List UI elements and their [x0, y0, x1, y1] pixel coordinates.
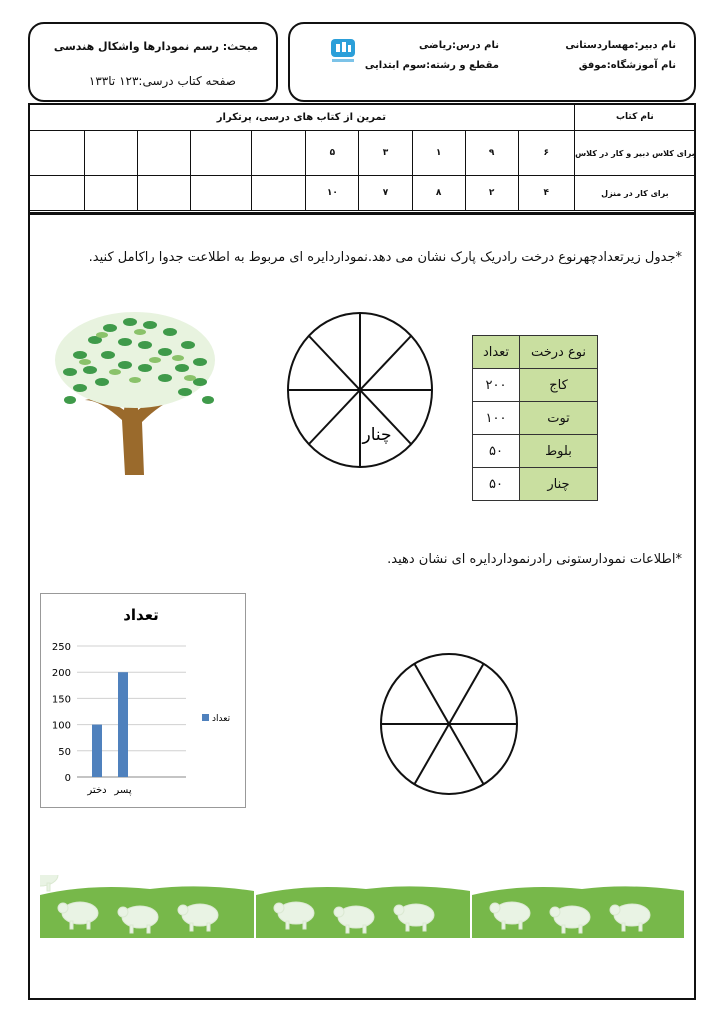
table-row: [473, 402, 598, 435]
class-cell: ۹: [465, 131, 518, 176]
home-cell: ۴: [518, 176, 574, 211]
grass-border: [40, 875, 684, 940]
bar: [118, 672, 128, 777]
pie-circle-1: [285, 310, 435, 470]
home-row-label: برای کار در منزل: [574, 176, 695, 211]
book-table: [28, 103, 696, 211]
topic-box: [28, 22, 278, 102]
tree-count: ۵۰: [473, 468, 520, 501]
y-tick-label: 150: [51, 694, 71, 706]
tree-name: چنار: [520, 468, 598, 501]
home-cell: [29, 176, 85, 211]
class-cell: ۳: [359, 131, 412, 176]
tree-table: [472, 335, 598, 501]
grade-name: مقطع و رشته:سوم ابتدایی: [364, 60, 499, 71]
class-cell: [138, 131, 191, 176]
tree-name: کاج: [520, 369, 598, 402]
school-name: نام آموزشگاه:موفق: [578, 60, 676, 71]
topic-label: مبحث: رسم نمودارها واشکال هندسی: [53, 40, 258, 53]
section-divider: [28, 212, 696, 215]
class-row-label: برای کلاس دبیر و کار در کلاس: [574, 131, 695, 176]
x-tick-label: پسر: [114, 785, 132, 796]
table-row: [473, 435, 598, 468]
bar-chart-frame: [40, 593, 246, 808]
legend-label: تعداد: [212, 714, 231, 724]
book-description: تمرین از کتاب های درسی، پرتکرار: [29, 104, 575, 131]
home-cell: ۸: [412, 176, 465, 211]
home-cell: ۱۰: [306, 176, 359, 211]
legend-swatch: [202, 714, 209, 721]
pie-circle-2: [378, 652, 520, 797]
y-tick-label: 250: [51, 642, 71, 653]
home-cell: ۷: [359, 176, 412, 211]
chart-title: تعداد: [123, 606, 159, 624]
home-cell: [191, 176, 252, 211]
school-logo: [328, 36, 358, 66]
teacher-name: نام دبیر:مهساردستانی: [565, 40, 676, 51]
tree-table-header-count: تعداد: [473, 336, 520, 369]
bar: [92, 725, 102, 777]
tree-illustration: [40, 300, 230, 480]
class-cell: ۶: [518, 131, 574, 176]
info-box: [288, 22, 696, 102]
lesson-name: نام درس:ریاضی: [418, 40, 499, 51]
y-tick-label: 50: [58, 746, 71, 758]
question-1: *جدول زیرتعدادچهرنوع درخت رادریک پارک نشان می دهد.نموداردایره ای مربوط به اطلاعت جدوا راکامل کنید.: [88, 250, 682, 265]
class-cell: [85, 131, 138, 176]
tree-name: توت: [520, 402, 598, 435]
tree-table-header-type: نوع درخت: [520, 336, 598, 369]
tree-count: ۵۰: [473, 435, 520, 468]
question-2: *اطلاعات نمودارستونی رادرنموداردایره ای نشان دهید.: [387, 552, 682, 567]
class-cell: [191, 131, 252, 176]
home-cell: ۲: [465, 176, 518, 211]
pie1-sector-label: چنار: [362, 425, 392, 445]
class-cell: ۵: [306, 131, 359, 176]
home-cell: [252, 176, 306, 211]
tree-count: ۲۰۰: [473, 369, 520, 402]
y-tick-label: 0: [64, 773, 71, 784]
class-cell: [29, 131, 85, 176]
book-name-label: نام کتاب: [574, 104, 695, 131]
y-tick-label: 200: [51, 668, 71, 680]
bar-chart: [41, 594, 245, 807]
home-cell: [138, 176, 191, 211]
tree-name: بلوط: [520, 435, 598, 468]
tree-count: ۱۰۰: [473, 402, 520, 435]
table-row: [473, 369, 598, 402]
page-reference: صفحه کتاب درسی:۱۲۳ تا۱۳۳: [88, 74, 236, 88]
home-cell: [85, 176, 138, 211]
class-cell: [252, 131, 306, 176]
y-tick-label: 100: [51, 720, 71, 732]
table-row: [473, 468, 598, 501]
class-row: [29, 131, 696, 176]
x-tick-label: دختر: [87, 785, 107, 796]
class-cell: ۱: [412, 131, 465, 176]
home-row: [29, 176, 696, 211]
